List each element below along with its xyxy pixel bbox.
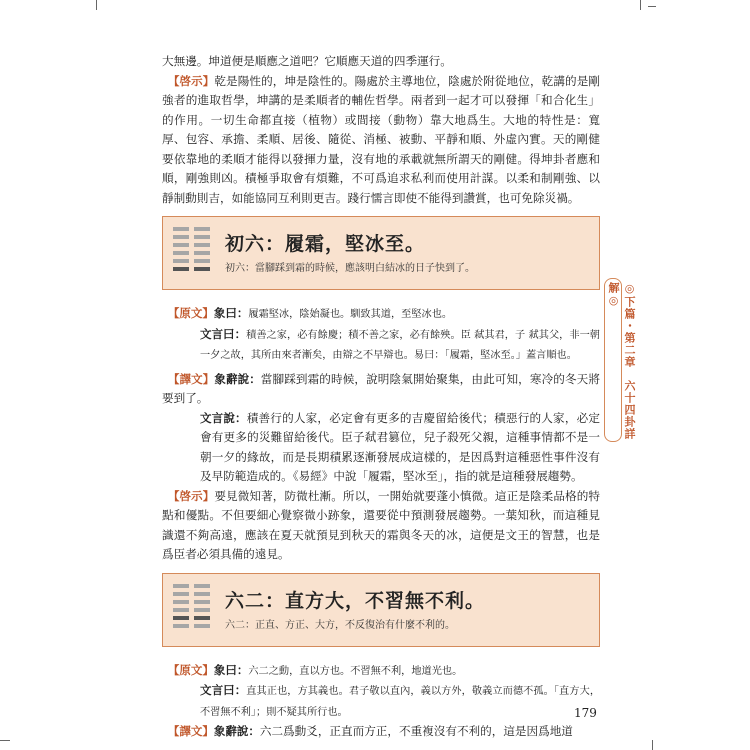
- ancient-text: 履霜堅冰，陰始凝也。馴致其道，至堅冰也。: [248, 309, 453, 320]
- yuanwen-line: [162, 661, 600, 682]
- wenyanshuo-line: [162, 409, 600, 487]
- crop-mark: [96, 0, 97, 10]
- hexagram-title: 初六：履霜，堅冰至。: [225, 233, 426, 255]
- crop-mark: [0, 740, 10, 741]
- hexagram-subtitle: 初六：當腳踩到霜的時候，應該明白結冰的日子快到了。: [225, 263, 475, 274]
- crop-mark: [652, 740, 653, 750]
- yiwen-line: [162, 722, 600, 742]
- ancient-text: 六二之動，直以方也。不習無不利，地道光也。: [248, 665, 463, 677]
- label: 文言曰：: [200, 326, 247, 341]
- crop-mark: [648, 6, 656, 7]
- label: 文言說：: [200, 410, 247, 425]
- hexagram-header-2: [162, 573, 600, 647]
- translation-text: 六二爲動爻，正直而方正，不重複沒有不利的，這是因爲地道: [259, 724, 573, 738]
- qishi-text: 乾是陽性的，坤是陰性的。陽處於主導地位，陰處於附從地位，乾講的是剛強者的進取哲學，坤講的是柔順者的輔佐哲學。兩者到一起才可以發揮「和合化生」的作用。一切生命都直接（植物）或間接（動物）靠大地爲生。大地的特性是：寬厚、包容、承擔、柔順、居後、隨從、消極、被動、平靜和順、外虛內實。天的剛健要依靠地的柔順才能得以發揮力量，沒有地的承載就無所謂天的剛健。得坤卦者應和順，剛強則凶。積極爭取會有煩難，不可爲追求私利而使用計謀。以柔和制剛強、以靜制動則吉，如能協同互利則更吉。踐行懦言即使不能得到讚賞，也可免除災禍。: [162, 73, 600, 205]
- ancient-text: 積善之家，必有餘慶；積不善之家，必有餘殃。臣 弒其君，子 弒其父，非一朝一夕之故，其所由來者漸矣，由辯之不早辯也。易曰：「履霜，堅冰至。」蓋言順也。: [200, 329, 600, 361]
- label: 象曰：: [213, 306, 249, 320]
- qishi-paragraph: [162, 487, 600, 565]
- yuanwen-tag: 【原文】: [173, 306, 214, 320]
- label: 象辭說：: [213, 724, 260, 738]
- yiwen-tag: 【譯文】: [173, 371, 215, 386]
- qishi-tag: 【啓示】: [173, 488, 215, 503]
- yiwen-tag: 【譯文】: [173, 724, 214, 738]
- page-number: 179: [574, 706, 597, 720]
- yiwen-line: [162, 370, 600, 409]
- yuanwen-tag: 【原文】: [173, 662, 214, 677]
- wenyan-line: [162, 681, 600, 722]
- hexagram-icon: [173, 227, 210, 275]
- paragraph: 大無邊。坤道便是順應之道吧？它順應天道的四季運行。: [162, 54, 452, 68]
- yuanwen-line: [162, 304, 600, 325]
- hexagram-subtitle: 六二：正直、方正、大方，不反復治有什麼不利的。: [225, 619, 455, 631]
- hexagram-header-1: [162, 216, 600, 290]
- qishi-text: 要見微知著，防微杜漸。所以，一開始就要蓬小慎微。這正是陰柔品格的特點和優點。不但要細心覺察微小跡象，還要從中預測發展趨勢。一葉知秋，而這種見識還不夠高遠，應該在夏天就預見到秋天的霜與冬天的冰，這便是文王的智慧，也是爲臣者必須具備的遠見。: [162, 488, 600, 561]
- translation-text: 積善行的人家，必定會有更多的吉慶留給後代；積惡行的人家，必定會有更多的災難留給後代。臣子弒君篡位，兒子殺死父親，這種事情都不是一朝一夕的緣故，而是長期積累逐漸發展成這樣的，是因爲對這種惡性事件沒有及早防範造成的。《易經》中說「履霜，堅冰至」，指的就是這種發展趨勢。: [200, 410, 600, 483]
- qishi-paragraph: [162, 72, 600, 209]
- chapter-sidebar-tab: [604, 278, 636, 442]
- hexagram-title: 六二：直方大，不習無不利。: [225, 589, 486, 612]
- translation-text: 當腳踩到霜的時候，說明陰氣開始聚集，由此可知，寒冷的冬天將要到了。: [162, 371, 600, 405]
- label: 象辭說：: [214, 371, 261, 386]
- page-body: [162, 52, 600, 742]
- qishi-tag: 【啓示】: [173, 73, 215, 88]
- hexagram-icon: [173, 584, 210, 632]
- crop-mark: [640, 0, 641, 10]
- wenyan-line: [162, 325, 600, 366]
- ancient-text: 直其正也，方其義也。君子敬以直內，義以方外，敬義立而德不孤。「直方大，不習無不利」；則不疑其所行也。: [200, 686, 601, 718]
- label: 文言曰：: [200, 683, 247, 697]
- chapter-sidebar-label: ◎下篇・第二章 六十四卦詳解◎: [607, 282, 636, 440]
- label: 象曰：: [213, 662, 249, 677]
